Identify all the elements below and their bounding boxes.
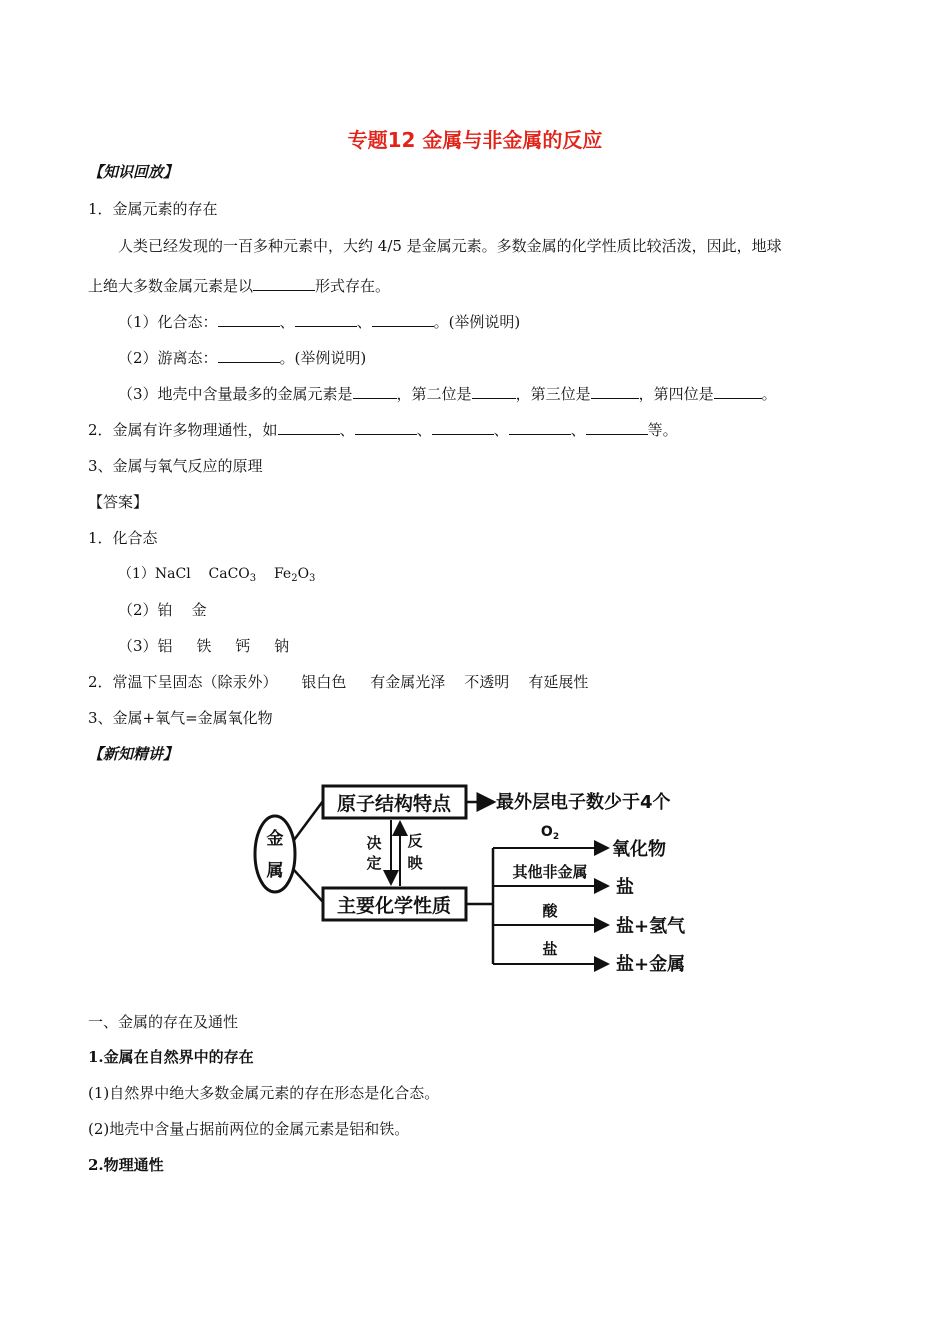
answer-1-3: （3）铝 铁 钙 钠 bbox=[118, 637, 290, 655]
salt-product-label: 盐 bbox=[616, 877, 634, 898]
other-nonmetal-label: 其他非金属 bbox=[512, 863, 588, 881]
q1-paragraph-line2: 上绝大多数金属元素是以 形式存在。 bbox=[88, 277, 391, 295]
salt-reagent-label: 盐 bbox=[542, 940, 558, 958]
o2-label: $O_2$ bbox=[540, 824, 560, 842]
fill-blank bbox=[591, 384, 639, 399]
q1-item2: （2）游离态： 。(举例说明) bbox=[118, 349, 367, 367]
metal-label-top: 金 bbox=[266, 829, 284, 849]
q1-paragraph-line1: 人类已经发现的一百多种元素中，大约 4/5 是金属元素。多数金属的化学性质比较活泼，因此，地球 bbox=[118, 237, 782, 255]
fill-blank bbox=[472, 384, 516, 399]
answer-heading: 【答案】 bbox=[88, 493, 149, 511]
metal-concept-diagram bbox=[250, 778, 720, 978]
fill-blank bbox=[253, 276, 315, 291]
salt-metal-label: 盐+金属 bbox=[616, 954, 686, 975]
outer-electrons-label: 最外层电子数少于4个 bbox=[496, 792, 671, 813]
part1-s1: 1.金属在自然界中的存在 bbox=[88, 1048, 254, 1066]
answer-1: 1．化合态 bbox=[88, 529, 158, 547]
fill-blank bbox=[218, 348, 280, 363]
main-properties-label: 主要化学性质 bbox=[336, 895, 452, 917]
fill-blank bbox=[218, 312, 280, 327]
fill-blank bbox=[353, 384, 397, 399]
oxide-label: 氧化物 bbox=[612, 839, 666, 860]
q1-item3: （3）地壳中含量最多的金属元素是 ，第二位是 ，第三位是 ，第四位是 。 bbox=[118, 385, 777, 403]
atomic-structure-label: 原子结构特点 bbox=[336, 793, 452, 815]
fill-blank bbox=[586, 420, 648, 435]
connector-line bbox=[294, 801, 323, 840]
reflects-label-2: 映 bbox=[407, 854, 423, 872]
part1-s1-1: (1)自然界中绝大多数金属元素的存在形态是化合态。 bbox=[88, 1084, 440, 1102]
fill-blank bbox=[509, 420, 571, 435]
section-new-heading: 【新知精讲】 bbox=[88, 745, 179, 763]
decides-label-1: 决 bbox=[366, 834, 382, 852]
q1-item1: （1）化合态： 、 、 。(举例说明) bbox=[118, 313, 521, 331]
part1-heading: 一、金属的存在及通性 bbox=[88, 1013, 239, 1031]
part1-s2: 2.物理通性 bbox=[88, 1156, 164, 1174]
fill-blank bbox=[372, 312, 434, 327]
answer-2: 2．常温下呈固态（除汞外） 银白色 有金属光泽 不透明 有延展性 bbox=[88, 673, 589, 691]
answer-3: 3、金属+氧气=金属氧化物 bbox=[88, 709, 273, 727]
reflects-label-1: 反 bbox=[407, 832, 423, 850]
q3-line: 3、金属与氧气反应的原理 bbox=[88, 457, 263, 475]
answer-1-2: （2）铂 金 bbox=[118, 601, 207, 619]
fill-blank bbox=[432, 420, 494, 435]
answer-1-1: （1）NaCl CaCO$_3$ $Fe_2O_3$ bbox=[118, 566, 316, 584]
fill-blank bbox=[278, 420, 340, 435]
q2-line: 2．金属有许多物理通性，如 、 、 、 、 等。 bbox=[88, 421, 678, 439]
page-title: 专题12 金属与非金属的反应 bbox=[347, 128, 603, 152]
connector-line bbox=[294, 870, 323, 902]
fill-blank bbox=[295, 312, 357, 327]
q1-heading: 1．金属元素的存在 bbox=[88, 200, 218, 218]
salt-hydrogen-label: 盐+氢气 bbox=[616, 916, 686, 937]
metal-label-bottom: 属 bbox=[266, 861, 284, 881]
decides-label-2: 定 bbox=[366, 854, 382, 872]
acid-label: 酸 bbox=[542, 902, 558, 920]
section-review-heading: 【知识回放】 bbox=[88, 163, 179, 181]
fill-blank bbox=[714, 384, 762, 399]
fill-blank bbox=[355, 420, 417, 435]
part1-s1-2: (2)地壳中含量占据前两位的金属元素是铝和铁。 bbox=[88, 1120, 410, 1138]
